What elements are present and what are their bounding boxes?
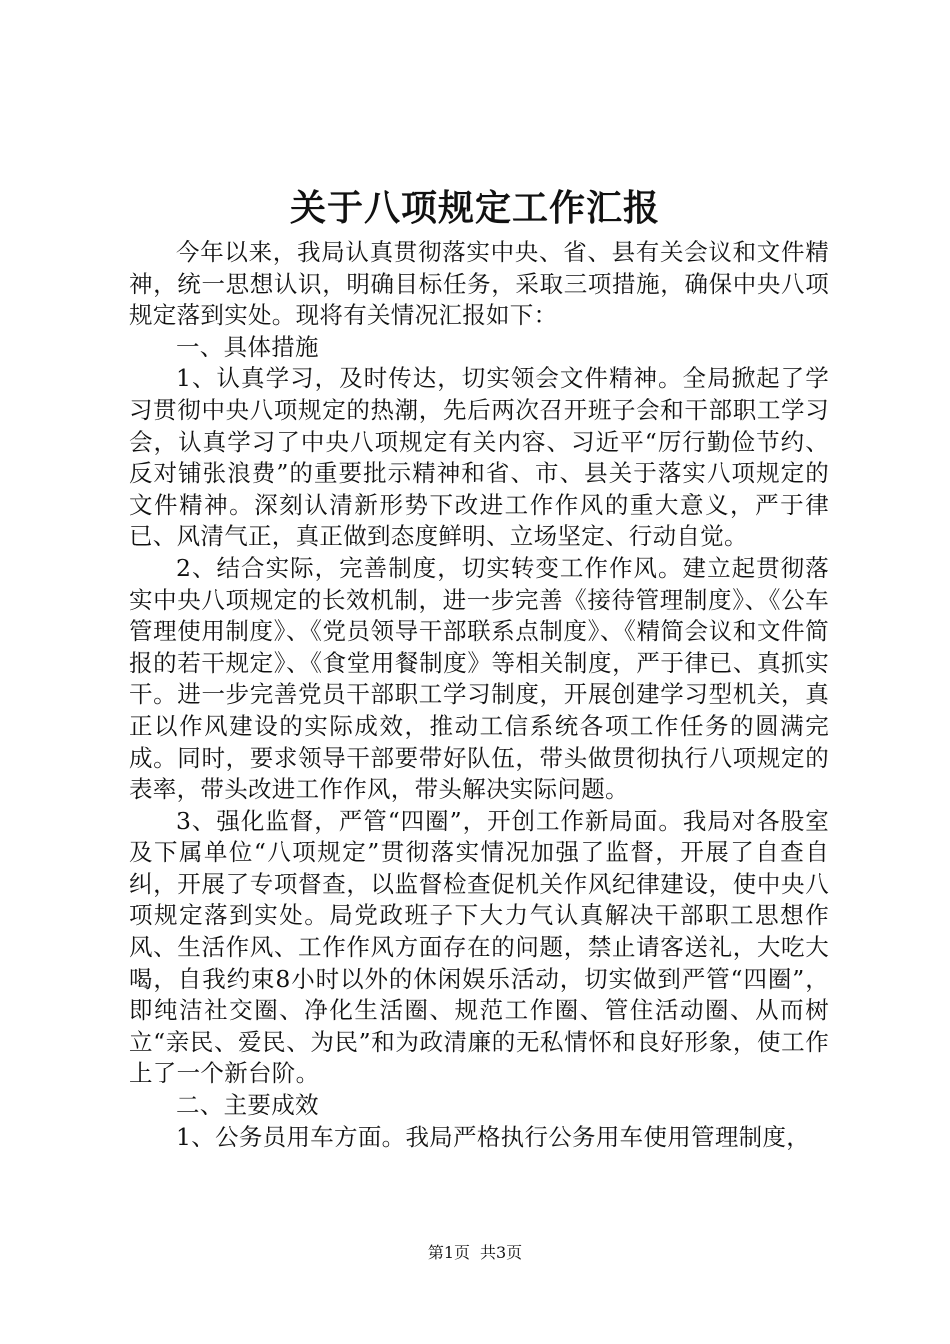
document-body [129, 237, 829, 1153]
section-heading-results: 二、主要成效 [176, 1091, 319, 1120]
measure-paragraph-1: 1、认真学习，及时传达，切实领会文件精神。全局掀起了学习贯彻中央八项规定的热潮，先后两次召开班子会和干部职工学习会，认真学习了中央八项规定有关内容、习近平“厉行勤俭节约、反对铺张浪费”的重要批示精神和省、市、县关于落实八项规定的文件精神。深刻认清新形势下改进工作作风的重大意义，严于律已、风清气正，真正做到态度鲜明、立场坚定、行动自觉。 [129, 364, 829, 551]
section-heading-measures: 一、具体措施 [176, 332, 319, 361]
page-number: 第1页 [427, 1243, 470, 1262]
measure-paragraph-3: 3、强化监督，严管“四圈”，开创工作新局面。我局对各股室及下属单位“八项规定”贯彻落实情况加强了监督，开展了自查自纠，开展了专项督查，以监督检查促机关作风纪律建设，使中央八项规定落到实处。局党政班子下大力气认真解决干部职工思想作风、生活作风、工作作风方面存在的问题，禁止请客送礼，大吃大喝，自我约束8小时以外的休闲娱乐活动，切实做到严管“四圈”，即纯洁社交圈、净化生活圈、规范工作圈、管住活动圈、从而树立“亲民、爱民、为民”和为政清廉的无私情怀和良好形象，使工作上了一个新台阶。 [129, 806, 829, 1088]
page-footer [0, 1242, 950, 1264]
document-title: 关于八项规定工作汇报 [289, 187, 660, 229]
measure-paragraph-2: 2、结合实际，完善制度，切实转变工作作风。建立起贯彻落实中央八项规定的长效机制，进一步完善《接待管理制度》、《公车管理使用制度》、《党员领导干部联系点制度》、《精简会议和文件简报的若干规定》、《食堂用餐制度》等相关制度，严于律已、真抓实干。进一步完善党员干部职工学习制度，开展创建学习型机关，真正以作风建设的实际成效，推动工信系统各项工作任务的圆满完成。同时，要求领导干部要带好队伍，带头做贯彻执行八项规定的表率，带头改进工作作风，带头解决实际问题。 [129, 553, 829, 804]
result-paragraph-1: 1、公务员用车方面。我局严格执行公务用车使用管理制度， [176, 1122, 811, 1151]
page-total: 共3页 [480, 1243, 523, 1262]
intro-paragraph: 今年以来，我局认真贯彻落实中央、省、县有关会议和文件精神，统一思想认识，明确目标任务，采取三项措施，确保中央八项规定落到实处。现将有关情况汇报如下： [129, 238, 829, 330]
